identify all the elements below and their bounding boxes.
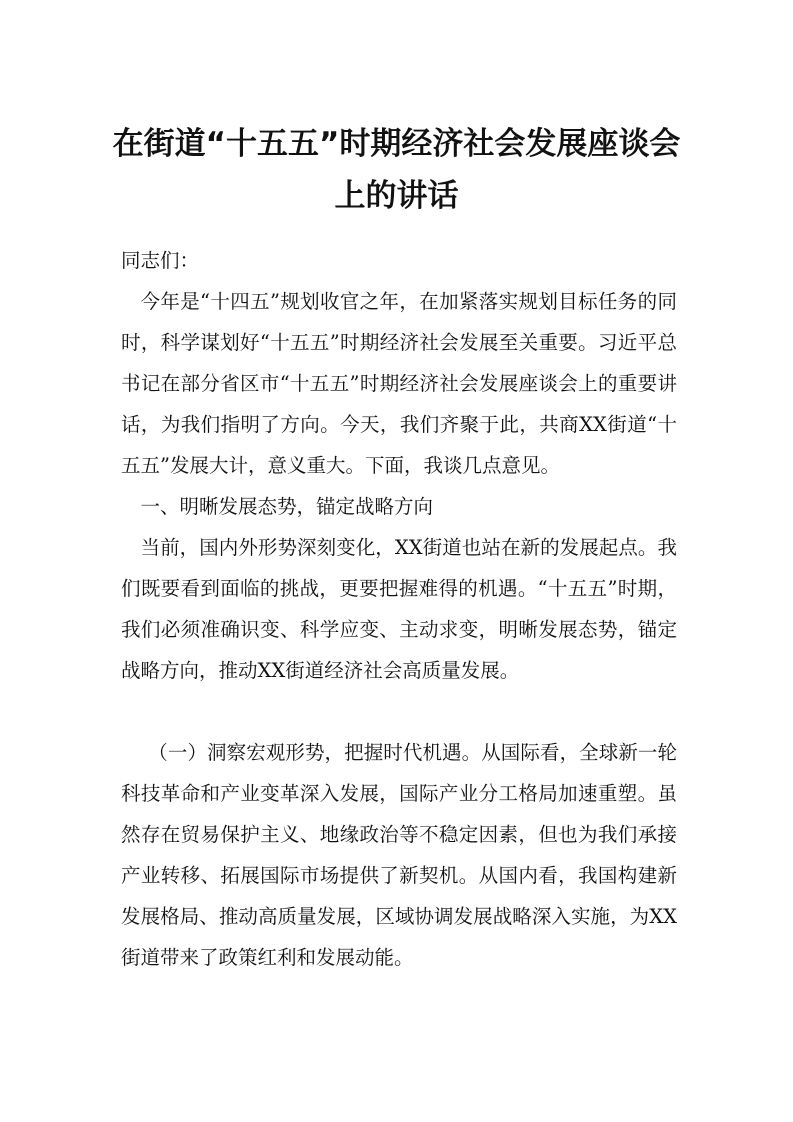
paragraph-section-1: 当前，国内外形势深刻变化，XX街道也站在新的发展起点。我们既要看到面临的挑战，更要把握难得的机遇。“十五五”时期，我们必须准确识变、科学应变、主动求变，明晰发展态势，锚定战略方向，推动XX街道经济社会高质量发展。 xyxy=(121,536,677,682)
paragraph-subsection-1: （一）洞察宏观形势，把握时代机遇。从国际看，全球新一轮科技革命和产业变革深入发展，国际产业分工格局加速重塑。虽然存在贸易保护主义、地缘政治等不稳定因素，但也为我们承接产业转移、拓展国际市场提供了新契机。从国内看，我国构建新发展格局、推动高质量发展，区域协调发展战略深入实施，为XX街道带来了政策红利和发展动能。 xyxy=(121,741,677,969)
section-heading-1: 一、明晰发展态势，锚定战略方向 xyxy=(140,495,434,518)
paragraph-spacer xyxy=(121,691,677,732)
document-title xyxy=(100,118,693,222)
document-body xyxy=(121,240,677,978)
paragraph-intro: 今年是“十四五”规划收官之年，在加紧落实规划目标任务的同时，科学谋划好“十五五”时期经济社会发展至关重要。习近平总书记在部分省区市“十五五”时期经济社会发展座谈会上的重要讲话，为我们指明了方向。今天，我们齐聚于此，共商XX街道“十五五”发展大计，意义重大。下面，我谈几点意见。 xyxy=(121,290,677,477)
title-line-2: 上的讲话 xyxy=(334,178,459,214)
salutation: 同志们： xyxy=(121,249,200,272)
title-line-1: 在街道“十五五”时期经济社会发展座谈会 xyxy=(112,126,681,162)
